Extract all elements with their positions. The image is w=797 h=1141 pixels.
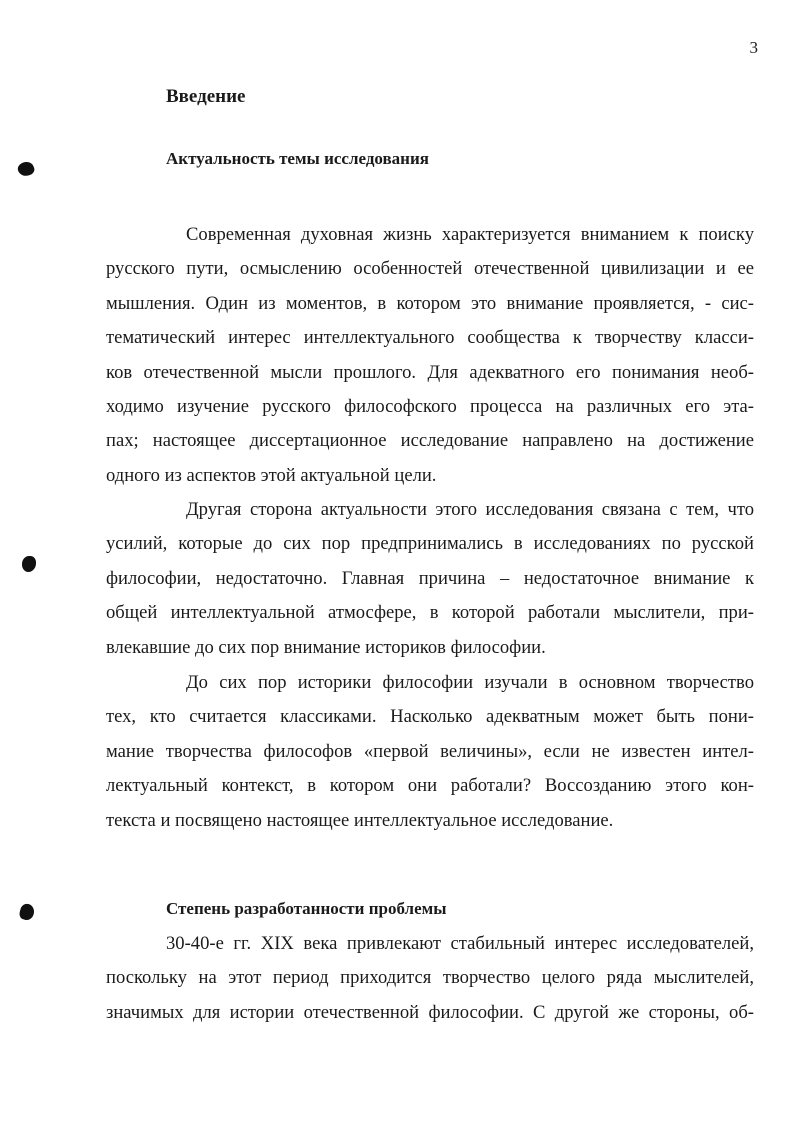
text-line: пах; настоящее диссертационное исследование направлено на достижение <box>106 430 754 452</box>
subsection-title-degree: Степень разработанности проблемы <box>166 899 447 918</box>
hole-punch-mark <box>18 902 36 921</box>
text-line: До сих пор историки философии изучали в основном творчество <box>186 672 754 693</box>
paragraph-degree-1 <box>106 927 754 1030</box>
paragraph-relevance-2 <box>106 493 754 665</box>
text-line: ков отечественной мысли прошлого. Для адекватного его понимания необ- <box>106 361 754 383</box>
text-line: мышления. Один из моментов, в котором это внимание проявляется, - сис- <box>106 292 754 314</box>
section-title-introduction: Введение <box>166 86 246 107</box>
text-line: Другая сторона актуальности этого исследования связана с тем, что <box>186 499 754 520</box>
text-line: философии, недостаточно. Главная причина – недостаточное внимание к <box>106 567 754 589</box>
text-line: влекавшие до сих пор внимание историков философии. <box>106 636 546 658</box>
text-line: лектуальный контекст, в котором они работали? Воссозданию этого кон- <box>106 775 754 797</box>
text-line: Современная духовная жизнь характеризуется вниманием к поиску <box>186 224 754 245</box>
text-line: значимых для истории отечественной философии. С другой же стороны, об- <box>106 1001 754 1023</box>
paragraph-relevance-1 <box>106 218 754 493</box>
text-line: тех, кто считается классиками. Насколько адекватным может быть пони- <box>106 706 754 728</box>
text-line: ходимо изучение русского философского процесса на различных его эта- <box>106 396 754 418</box>
text-line: мание творчества философов «первой величины», если не известен интел- <box>106 740 754 762</box>
text-line: русского пути, осмыслению особенностей отечественной цивилизации и ее <box>106 258 754 280</box>
page-number: 3 <box>749 38 758 57</box>
text-line: общей интеллектуальной атмосфере, в которой работали мыслители, при- <box>106 602 754 624</box>
hole-punch-mark <box>16 160 36 179</box>
text-line: 30-40-е гг. XIX века привлекают стабильный интерес исследователей, <box>166 933 754 954</box>
text-line: усилий, которые до сих пор предпринимались в исследованиях по русской <box>106 533 754 555</box>
subsection-title-relevance: Актуальность темы исследования <box>166 149 429 168</box>
hole-punch-mark <box>22 556 36 572</box>
text-line: тематический интерес интеллектуального сообщества к творчеству класси- <box>106 327 754 349</box>
text-line: поскольку на этот период приходится творчество целого ряда мыслителей, <box>106 967 754 989</box>
text-line: текста и посвящено настоящее интеллектуальное исследование. <box>106 809 614 831</box>
paragraph-relevance-3 <box>106 666 754 838</box>
text-line: одного из аспектов этой актуальной цели. <box>106 464 437 486</box>
